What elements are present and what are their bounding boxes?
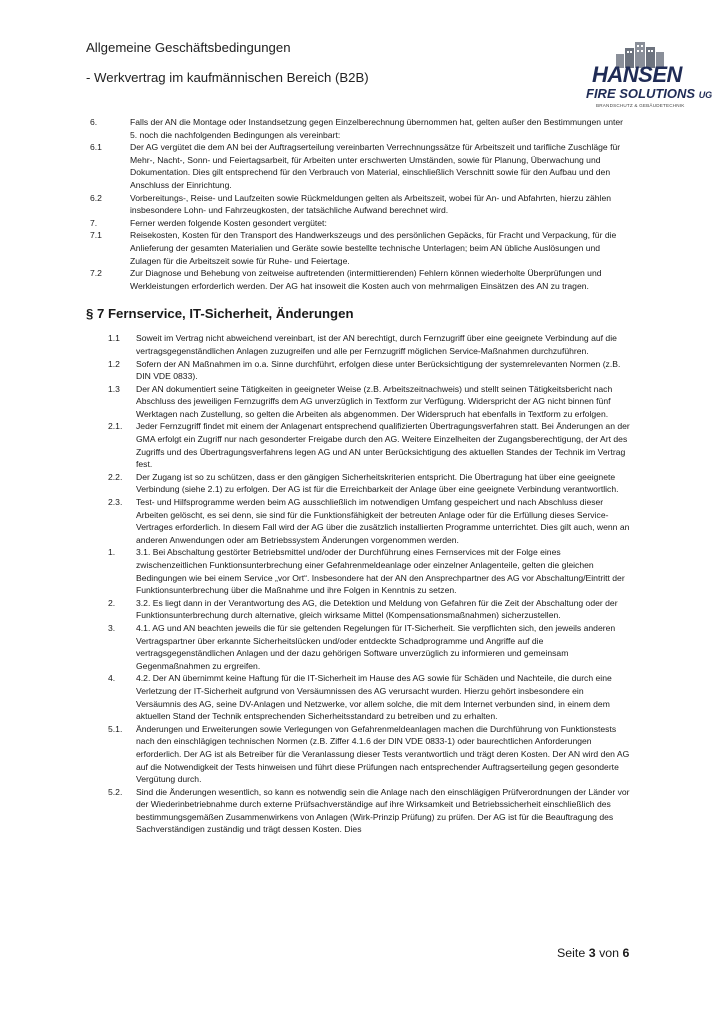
item-text: 3.2. Es liegt dann in der Verantwortung des AG, die Detektion und Meldung von Gefahren für die Zeit der Abschaltung oder der Funktionsunterbrechung durch alternative, gleich wirksame Mittel (Kompensationsmaßnahmen) sicherzustellen. [136,597,618,621]
item-number: 1.1 [108,333,120,344]
item-number: 1.3 [108,383,120,394]
list-item [0,420,724,470]
section-7 [0,332,724,836]
document-title: Allgemeine Geschäftsbedingungen [86,40,291,55]
item-number: 7.1 [90,230,102,241]
page-number: Seite 3 von 6 [557,946,630,960]
list-item [0,116,724,141]
item-text: Zur Diagnose und Behebung von zeitweise auftretenden (intermittierenden) Fehlern können wiederholte Überprüfungen und Werkleistungen erforderlich werden. Der AG hat insoweit die Kosten auch von mehrmaligen Einsätzen des AN zu tragen. [130,268,602,291]
list-item [0,471,724,496]
logo-tagline: FIRE SOLUTIONS UG [586,86,713,101]
item-number: 6.2 [90,192,102,203]
item-text: Sofern der AN Maßnahmen im o.a. Sinne durchführt, erfolgen diese unter Berücksichtigung der systemrelevanten Normen (z.B. DIN VDE 0833). [136,358,621,382]
item-text: Jeder Fernzugriff findet mit einem der Anlagenart entsprechend qualifizierten Übertragungsverfahren statt. Bei Änderungen an der GMA erfolgt ein Zugriff nur nach gesonderter Freigabe durch den AG. Weitere Einzelheiten der Zugangsberechtigung, der Art des Zugriffs und des Übertragungsverfahrens legen AG und AN unter Berücksichtigung des aktuellen Standes der Technik im Vertrag fest. [136,421,630,470]
item-number: 1. [108,547,116,558]
list-item [0,496,724,546]
item-number: 4. [108,673,116,684]
list-item [0,217,724,230]
document-body [0,116,724,836]
item-number: 5.1. [108,723,123,734]
item-text: Sind die Änderungen wesentlich, so kann es notwendig sein die Anlage nach den einschlägigen Prüfverordnungen der Länder vor der Wiederinbetriebnahme durch externe Prüfsachverständige auf ihre Wirksamkeit und Betriebssicherheit einschließlich des bestimmungsgemäßen Zusammenwirkens von Anlagen (Wirk-Prinzip Prüfung) zu prüfen. Der AG ist für die Beauftragung des Sachverständigen zuständig und trägt dessen Kosten. Dies [136,786,630,835]
item-number: 3. [108,622,116,633]
list-item [0,229,724,267]
list-item [0,267,724,292]
item-text: Test- und Hilfsprogramme werden beim AG ausschließlich im notwendigen Umfang gespeichert und nach Abschluss dieser Arbeiten gelöscht, es sei denn, sie sind für die Funktionsfähigkeit der betreuten Anlage oder für die Erfüllung dieses Service-Vertrages erforderlich. In diesem Fall wird der AG über die zusätzlich installierten Programme unterrichtet. Dies gilt auch, wenn an anderen Anwendungen oder am Betriebssystem Änderungen vorgenommen werden. [136,497,630,545]
list-item [0,723,724,786]
item-number: 2. [108,597,116,608]
item-text: Falls der AN die Montage oder Instandsetzung gegen Einzelberechnung übernommen hat, gelten außer den Bestimmungen unter 5. noch die nachfolgenden Bedingungen als vereinbart: [130,117,624,140]
section-heading: § 7 Fernservice, IT-Sicherheit, Änderungen [86,306,354,322]
item-text: Reisekosten, Kosten für den Transport des Handwerkszeugs und des persönlichen Gepäcks, für Fracht und Verpackung, für die Anlieferung der gesamten Materialien und Geräte sowie bestellte technische Unterlagen; beim AN übliche Auslösungen und Zulagen für die Arbeitszeit sowie für Ruhe- und Feiertage. [130,230,617,266]
item-number: 5.2. [108,786,123,797]
item-number: 6. [90,117,98,127]
list-item [0,141,724,191]
item-text: Der Zugang ist so zu schützen, dass er den gängigen Sicherheitskriterien entspricht. Die Übertragung hat über eine geeignete Verbindung (siehe 2.1) zu erfolgen. Der AG ist für die Erreichbarkeit der Anlage über eine geeignete Verbindung verantwortlich. [136,471,619,495]
item-text: Der AG vergütet die dem AN bei der Auftragserteilung vereinbarten Verrechnungssätze für Arbeitszeit und tarifliche Zuschläge für Mehr-, Nacht-, Sonn- und Feiertagsarbeit, für Arbeiten unter erschwerten Umständen, sowie für Planung, Überwachung und Dokumentation. Dies gilt entsprechend für den Verbrauch von Material, einschließlich Verschnitt sowie für den Aufbau und den Anschluss der Einrichtung. [130,142,621,190]
item-number: 2.3. [108,497,123,508]
document-subtitle: - Werkvertrag im kaufmännischen Bereich (B2B) [86,70,369,85]
list-item [0,192,724,217]
list-item [0,597,724,622]
item-text: 4.2. Der AN übernimmt keine Haftung für die IT-Sicherheit im Hause des AG sowie für Schäden und Nachteile, die durch eine Verletzung der IT-Sicherheit aufgrund von Versäumnissen des AG verursacht wurden. Hierzu gehört insbesondere ein Versäumnis des AG, seine DV-Anlagen und Netzwerke, vor allem solche, die mit dem Internet verbunden sind, in einem dem aktuellen Stand der Technik entsprechenden Sicherheitsstandard zu betreiben und zu erhalten. [136,673,612,722]
logo-subtitle: BRANDSCHUTZ & GEBÄUDETECHNIK [596,103,685,108]
item-text: Ferner werden folgende Kosten gesondert vergütet: [130,217,327,228]
item-number: 7.2 [90,268,102,279]
list-item [0,786,724,836]
item-text: Soweit im Vertrag nicht abweichend vereinbart, ist der AN berechtigt, durch Fernzugriff über eine geeignete Verbindung auf die vertragsgegenständlichen Anlagen zuzugreifen und alle per Fernzugriff möglichen Service-Maßnahmen durchzuführen. [136,333,617,356]
list-item [0,672,724,722]
item-text: 4.1. AG und AN beachten jeweils die für sie geltenden Regelungen für IT-Sicherheit. Sie verpflichten sich, den jeweils anderen Vertragspartner über erkannte Sicherheitslücken und/oder entdeckte Schadprogramme und Angriffe auf die vertragsgegenständlichen Anlagen und der dazu gehörigen Software unverzüglich zu informieren und gemeinsam Gegenmaßnahmen zu ergreifen. [136,622,616,671]
list-item [0,358,724,383]
list-item [0,332,724,357]
item-text: Der AN dokumentiert seine Tätigkeiten in geeigneter Weise (z.B. Arbeitszeitnachweis) und stellt seinen Tätigkeitsbericht nach Abschluss des jeweiligen Fernzugriffs dem AG unverzüglich in Textform zur Verfügung. Widerspricht der AG nicht binnen fünf Werktagen nach Zustellung, so gelten die Arbeiten als abgenommen. Der Widerspruch hat ebenfalls in Textform zu erfolgen. [136,383,613,419]
company-logo [584,42,713,118]
list-item [0,546,724,596]
item-number: 2.2. [108,471,123,482]
list-item [0,383,724,421]
item-text: Änderungen und Erweiterungen sowie Verlegungen von Gefahrenmeldeanlagen machen die Durchführung von Funktionstests nach den einschlägigen technischen Normen (z.B. Ziffer 4.1.6 der DIN VDE 0833-1) oder baurechtlichen Anforderungen erforderlich. Der AG ist als Betreiber für die Veranlassung dieser Tests verantwortlich und trägt deren Kosten. Der AN wird den AG auf die Notwendigkeit der Tests hinweisen und führt diese Prüfungen nach entsprechender Auftragserteilung gegen gesonderte Vergütung durch. [136,723,630,785]
item-text: Vorbereitungs-, Reise- und Laufzeiten sowie Rückmeldungen gelten als Arbeitszeit, wobei für An- und Abfahrten, hierzu zählen insbesondere Lohn- und Fahrzeugkosten, der tatsächliche Aufwand berechnet wird. [130,192,612,216]
item-number: 7. [90,217,98,228]
item-text: 3.1. Bei Abschaltung gestörter Betriebsmittel und/oder der Durchführung eines Fernservices mit der Folge eines zwischenzeitlichen Funktionsunterbrechung einer Gefahrenmeldeanlage oder einzelner Anlagenteile, gelten die gleichen Bedingungen wie bei einem Service „vor Ort“. Insbesondere hat der AN den Ansprechpartner des AG vor Abschaltung/Eintritt der Funktionsunterbrechung über die Maßnahme und ihre Folgen in Kenntnis zu setzen. [136,547,625,596]
list-item [0,622,724,672]
item-number: 1.2 [108,358,120,369]
item-number: 2.1. [108,421,123,432]
section-6-continued [0,116,724,292]
logo-name: HANSEN [592,62,682,87]
item-number: 6.1 [90,142,102,153]
